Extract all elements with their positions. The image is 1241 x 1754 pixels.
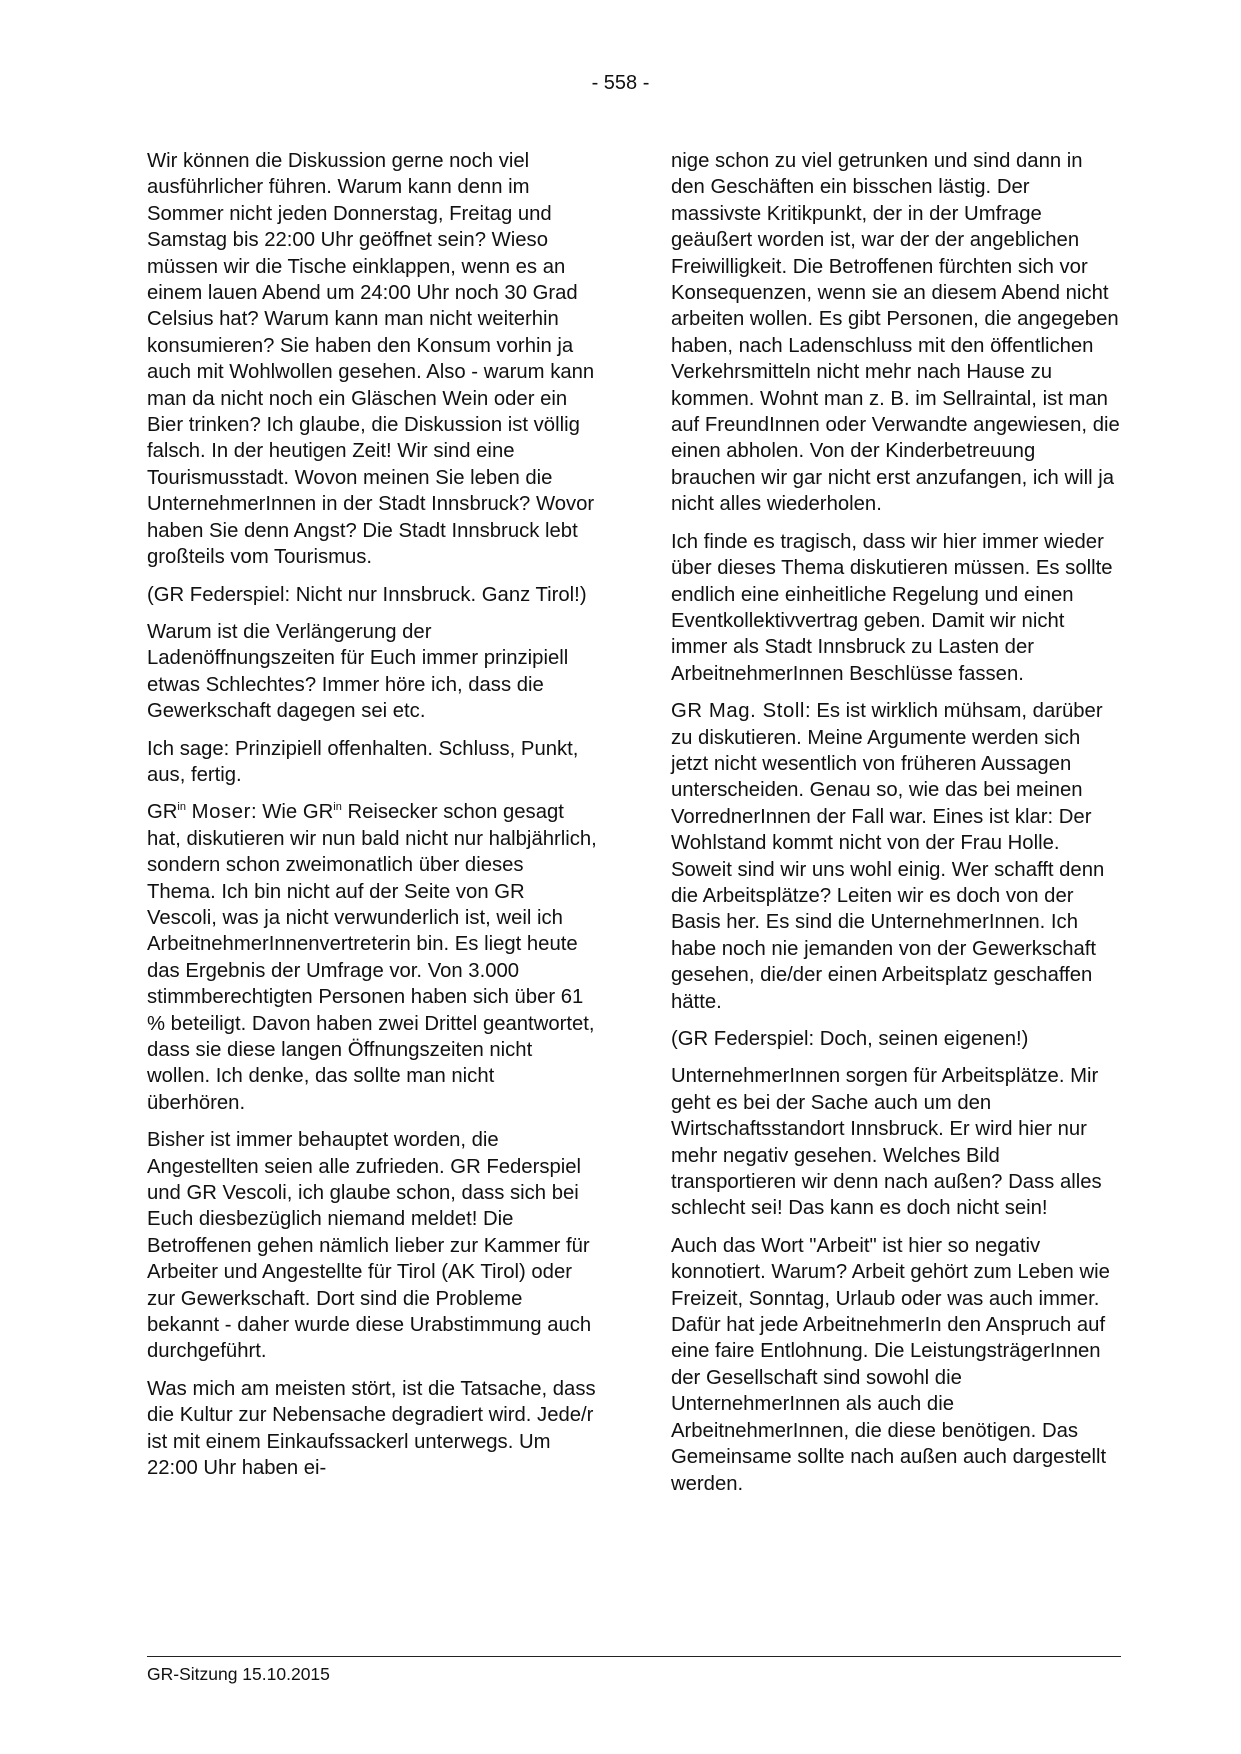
speech-intro: : Wie GR <box>250 801 334 824</box>
title-suffix: in <box>333 801 342 814</box>
speech-moser <box>147 799 597 1116</box>
paragraph: Warum ist die Verlängerung der Ladenöffnungszeiten für Euch immer prinzipiell etwas Schlechtes? Immer höre ich, dass die Gewerkschaft dagegen sei etc. <box>147 620 569 723</box>
interjection: (GR Federspiel: Doch, seinen eigenen!) <box>671 1028 1029 1050</box>
speech-text: Reisecker schon gesagt hat, diskutieren wir nun bald nicht nur halbjährlich, sondern schon zweimonatlich über dieses Thema. Ich bin nicht auf der Seite von GR Vescoli, was ja nicht verwunderlich ist, weil ich ArbeitnehmerInnenvertreterin bin. Es liegt heute das Ergebnis der Umfrage vor. Von 3.000 stimmberechtigten Personen haben sich über 61 % beteiligt. Davon haben zwei Drittel geantwortet, dass sie diese langen Öffnungszeiten nicht wollen. Ich denke, das sollte man nicht überhören. <box>147 801 597 1114</box>
speaker-title: GR <box>147 801 178 824</box>
paragraph: Bisher ist immer behauptet worden, die Angestellten seien alle zufrieden. GR Federspiel und GR Vescoli, ich glaube schon, dass sich bei Euch diesbezüglich niemand meldet! Die Betroffenen gehen nämlich lieber zur Kammer für Arbeiter und Angestellte für Tirol (AK Tirol) oder zur Gewerkschaft. Dort sind die Probleme bekannt - daher wurde diese Urabstimmung auch durchgeführt. <box>147 1129 592 1363</box>
paragraph: Was mich am meisten stört, ist die Tatsache, dass die Kultur zur Nebensache degradiert wird. Jede/r ist mit einem Einkaufssackerl unterwegs. Um 22:00 Uhr haben ei- <box>147 1377 596 1480</box>
paragraph: UnternehmerInnen sorgen für Arbeitsplätze. Mir geht es bei der Sache auch um den Wirtschaftsstandort Innsbruck. Er wird hier nur mehr negativ gesehen. Welches Bild transportieren wir denn nach außen? Dass alles schlecht sei! Das kann es doch nicht sein! <box>671 1065 1102 1220</box>
page-number: - 558 - <box>591 72 650 94</box>
right-column <box>671 148 1121 1508</box>
speaker-name: Moser <box>191 801 251 824</box>
paragraph: nige schon zu viel getrunken und sind dann in den Geschäften ein bisschen lästig. Der massivste Kritikpunkt, der in der Umfrage geäußert worden ist, war der der angeblichen Freiwilligkeit. Die Betroffenen fürchten sich vor Konsequenzen, wenn sie an diesem Abend nicht arbeiten wollen. Es gibt Personen, die angegeben haben, nach Ladenschluss mit den öffentlichen Verkehrsmitteln nicht mehr nach Hause zu kommen. Wohnt man z. B. im Sellraintal, ist man auf FreundInnen oder Verwandte angewiesen, die einen abholen. Von der Kinderbetreuung brauchen wir gar nicht erst anzufangen, ich will ja nicht alles wiederholen. <box>671 150 1120 516</box>
paragraph: Ich finde es tragisch, dass wir hier immer wieder über dieses Thema diskutieren müssen. Es sollte endlich eine einheitliche Regelung und einen Eventkollektivvertrag geben. Damit wir nicht immer als Stadt Innsbruck zu Lasten der ArbeitnehmerInnen Beschlüsse fassen. <box>671 530 1113 685</box>
footer-session-date: GR-Sitzung 15.10.2015 <box>147 1664 330 1684</box>
title-suffix: in <box>177 801 186 814</box>
paragraph: Wir können die Diskussion gerne noch viel ausführlicher führen. Warum kann denn im Sommer nicht jeden Donnerstag, Freitag und Samstag bis 22:00 Uhr geöffnet sein? Wieso müssen wir die Tische einklappen, wenn es an einem lauen Abend um 24:00 Uhr noch 30 Grad Celsius hat? Warum kann man nicht weiterhin konsumieren? Sie haben den Konsum vorhin ja auch mit Wohlwollen gesehen. Also - warum kann man da nicht noch ein Gläschen Wein oder ein Bier trinken? Ich glaube, die Diskussion ist völlig falsch. In der heutigen Zeit! Wir sind eine Tourismusstadt. Wovon meinen Sie leben die UnternehmerInnen in der Stadt Innsbruck? Wovor haben Sie denn Angst? Die Stadt Innsbruck lebt großteils vom Tourismus. <box>147 150 595 569</box>
paragraph: Auch das Wort "Arbeit" ist hier so negativ konnotiert. Warum? Arbeit gehört zum Leben wie Freizeit, Sonntag, Urlaub oder was auch immer. Dafür hat jede ArbeitnehmerIn den Anspruch auf eine faire Entlohnung. Die LeistungsträgerInnen der Gesellschaft sind sowohl die UnternehmerInnen als auch die ArbeitnehmerInnen, die diese benötigen. Das Gemeinsame sollte nach außen auch dargestellt werden. <box>671 1234 1110 1495</box>
speaker-name: GR Mag. Stoll <box>671 700 806 723</box>
paragraph: Ich sage: Prinzipiell offenhalten. Schluss, Punkt, aus, fertig. <box>147 737 579 786</box>
speech-stoll <box>671 698 1121 1015</box>
footer-divider <box>147 1656 1121 1657</box>
speech-text: : Es ist wirklich mühsam, darüber zu diskutieren. Meine Argumente werden sich jetzt nicht wesentlich von früheren Aussagen unterscheiden. Genau so, wie das bei meinen VorrednerInnen der Fall war. Eines ist klar: Der Wohlstand kommt nicht von der Frau Holle. Soweit sind wir uns wohl einig. Wer schafft denn die Arbeitsplätze? Leiten wir es doch von der Basis her. Es sind die UnternehmerInnen. Ich habe noch nie jemanden von der Gewerkschaft gesehen, die/der einen Arbeitsplatz geschaffen hätte. <box>671 700 1105 1013</box>
interjection: (GR Federspiel: Nicht nur Innsbruck. Ganz Tirol!) <box>147 583 587 606</box>
left-column <box>147 148 597 1493</box>
